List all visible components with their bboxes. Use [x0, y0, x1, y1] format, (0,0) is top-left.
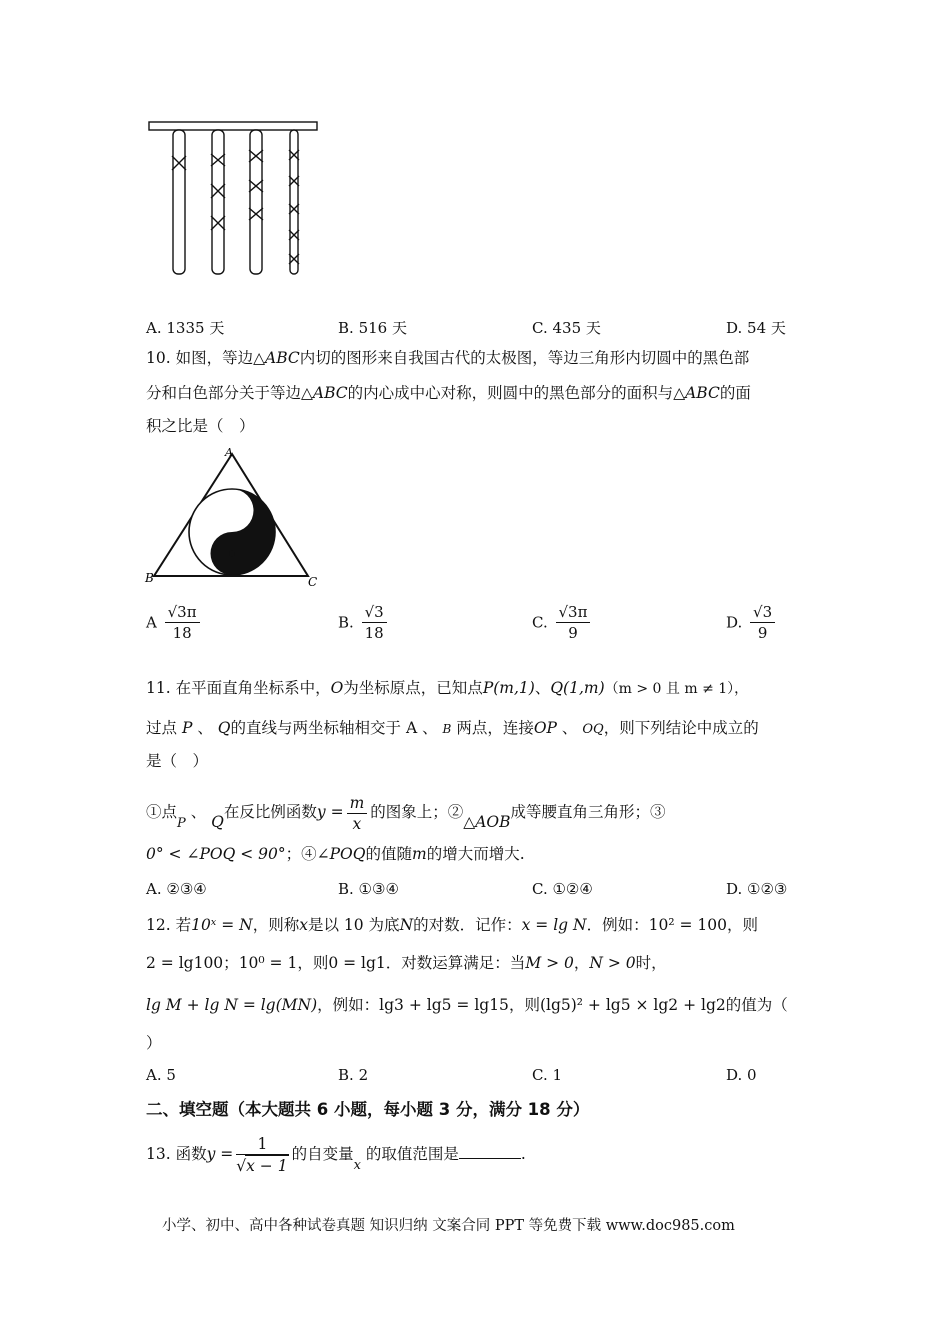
q12-line-2: 2 = lg100；10⁰ = 1，则0 = lg1．对数运算满足：当M > 0，N > 0时， — [146, 954, 667, 972]
q9-option-b: B. 516 天 — [338, 319, 407, 337]
q11-option-b: B. ①③④ — [338, 880, 399, 898]
q11-line-2: 过点 P 、 Q的直线与两坐标轴相交于 A 、 B 两点，连接OP 、 OQ，则下列结论中成立的 — [146, 719, 759, 737]
vertex-label-b: B — [145, 571, 154, 585]
answer-blank[interactable] — [459, 1144, 521, 1159]
q11-option-d: D. ①②③ — [726, 880, 788, 898]
q12-option-a: A. 5 — [146, 1066, 176, 1084]
q9-option-a: A. 1335 天 — [146, 319, 225, 337]
q10-line-3: 积之比是（ ） — [146, 417, 255, 435]
q12-line-1: 12. 若10ˣ = N，则称x是以 10 为底N的对数．记作：x = lg N．例如：10² = 100，则 — [146, 916, 758, 934]
q12-line-4: ） — [146, 1034, 162, 1052]
q10-option-d: D. $\frac{√3}{9}$ — [726, 602, 778, 643]
q11-line-1: 11. 在平面直角坐标系中，O为坐标原点，已知点P(m,1)、Q(1,m)（m > 0 且 m ≠ 1）， — [146, 679, 749, 697]
vertex-label-c: C — [308, 575, 318, 589]
q10-option-c: C. $\frac{√3\pi}{9}$ — [532, 602, 593, 643]
q11-statement-1-2: ①点$_P$ 、 Q在反比例函数y = $\frac{m}{x}$ 的图象上；②△AOB成等腰直角三角形；③ — [146, 793, 666, 833]
q11-option-a: A. ②③④ — [146, 880, 207, 898]
q10-line-2: 分和白色部分关于等边△ABC的内心成中心对称，则圆中的黑色部分的面积与△ABC的面 — [146, 384, 751, 402]
q9-option-d: D. 54 天 — [726, 319, 786, 337]
q11-statement-3-4: 0° < ∠POQ < 90°；④∠POQ的值随m的增大而增大. — [146, 845, 525, 863]
knot-rods-figure — [148, 120, 322, 280]
q11-option-c: C. ①②④ — [532, 880, 593, 898]
q10-option-b: B. $\frac{√3}{18}$ — [338, 602, 390, 643]
section-heading: 二、填空题（本大题共 6 小题，每小题 3 分，满分 18 分） — [146, 1100, 590, 1119]
q13-line: 13. 函数y = $\frac{1}{√x - 1}$ 的自变量$_x$ 的取值范围是 . — [146, 1135, 526, 1175]
q9-option-c: C. 435 天 — [532, 319, 601, 337]
q12-option-d: D. 0 — [726, 1066, 757, 1084]
q10-line-1: 10. 如图，等边△ABC内切的图形来自我国古代的太极图，等边三角形内切圆中的黑色部 — [146, 349, 750, 367]
q12-option-b: B. 2 — [338, 1066, 369, 1084]
q11-line-3: 是（ ） — [146, 752, 209, 770]
footer-text: 小学、初中、高中各种试卷真题 知识归纳 文案合同 PPT 等免费下载 www.doc985.com — [162, 1218, 735, 1234]
vertex-label-a: A — [225, 446, 233, 459]
q12-line-3: lg M + lg N = lg(MN)，例如：lg3 + lg5 = lg15，则(lg5)² + lg5 × lg2 + lg2的值为（ — [146, 996, 788, 1014]
q10-option-a: A $\frac{√3\pi}{18}$ — [146, 602, 203, 643]
q12-option-c: C. 1 — [532, 1066, 563, 1084]
taiji-triangle-figure — [144, 446, 324, 592]
